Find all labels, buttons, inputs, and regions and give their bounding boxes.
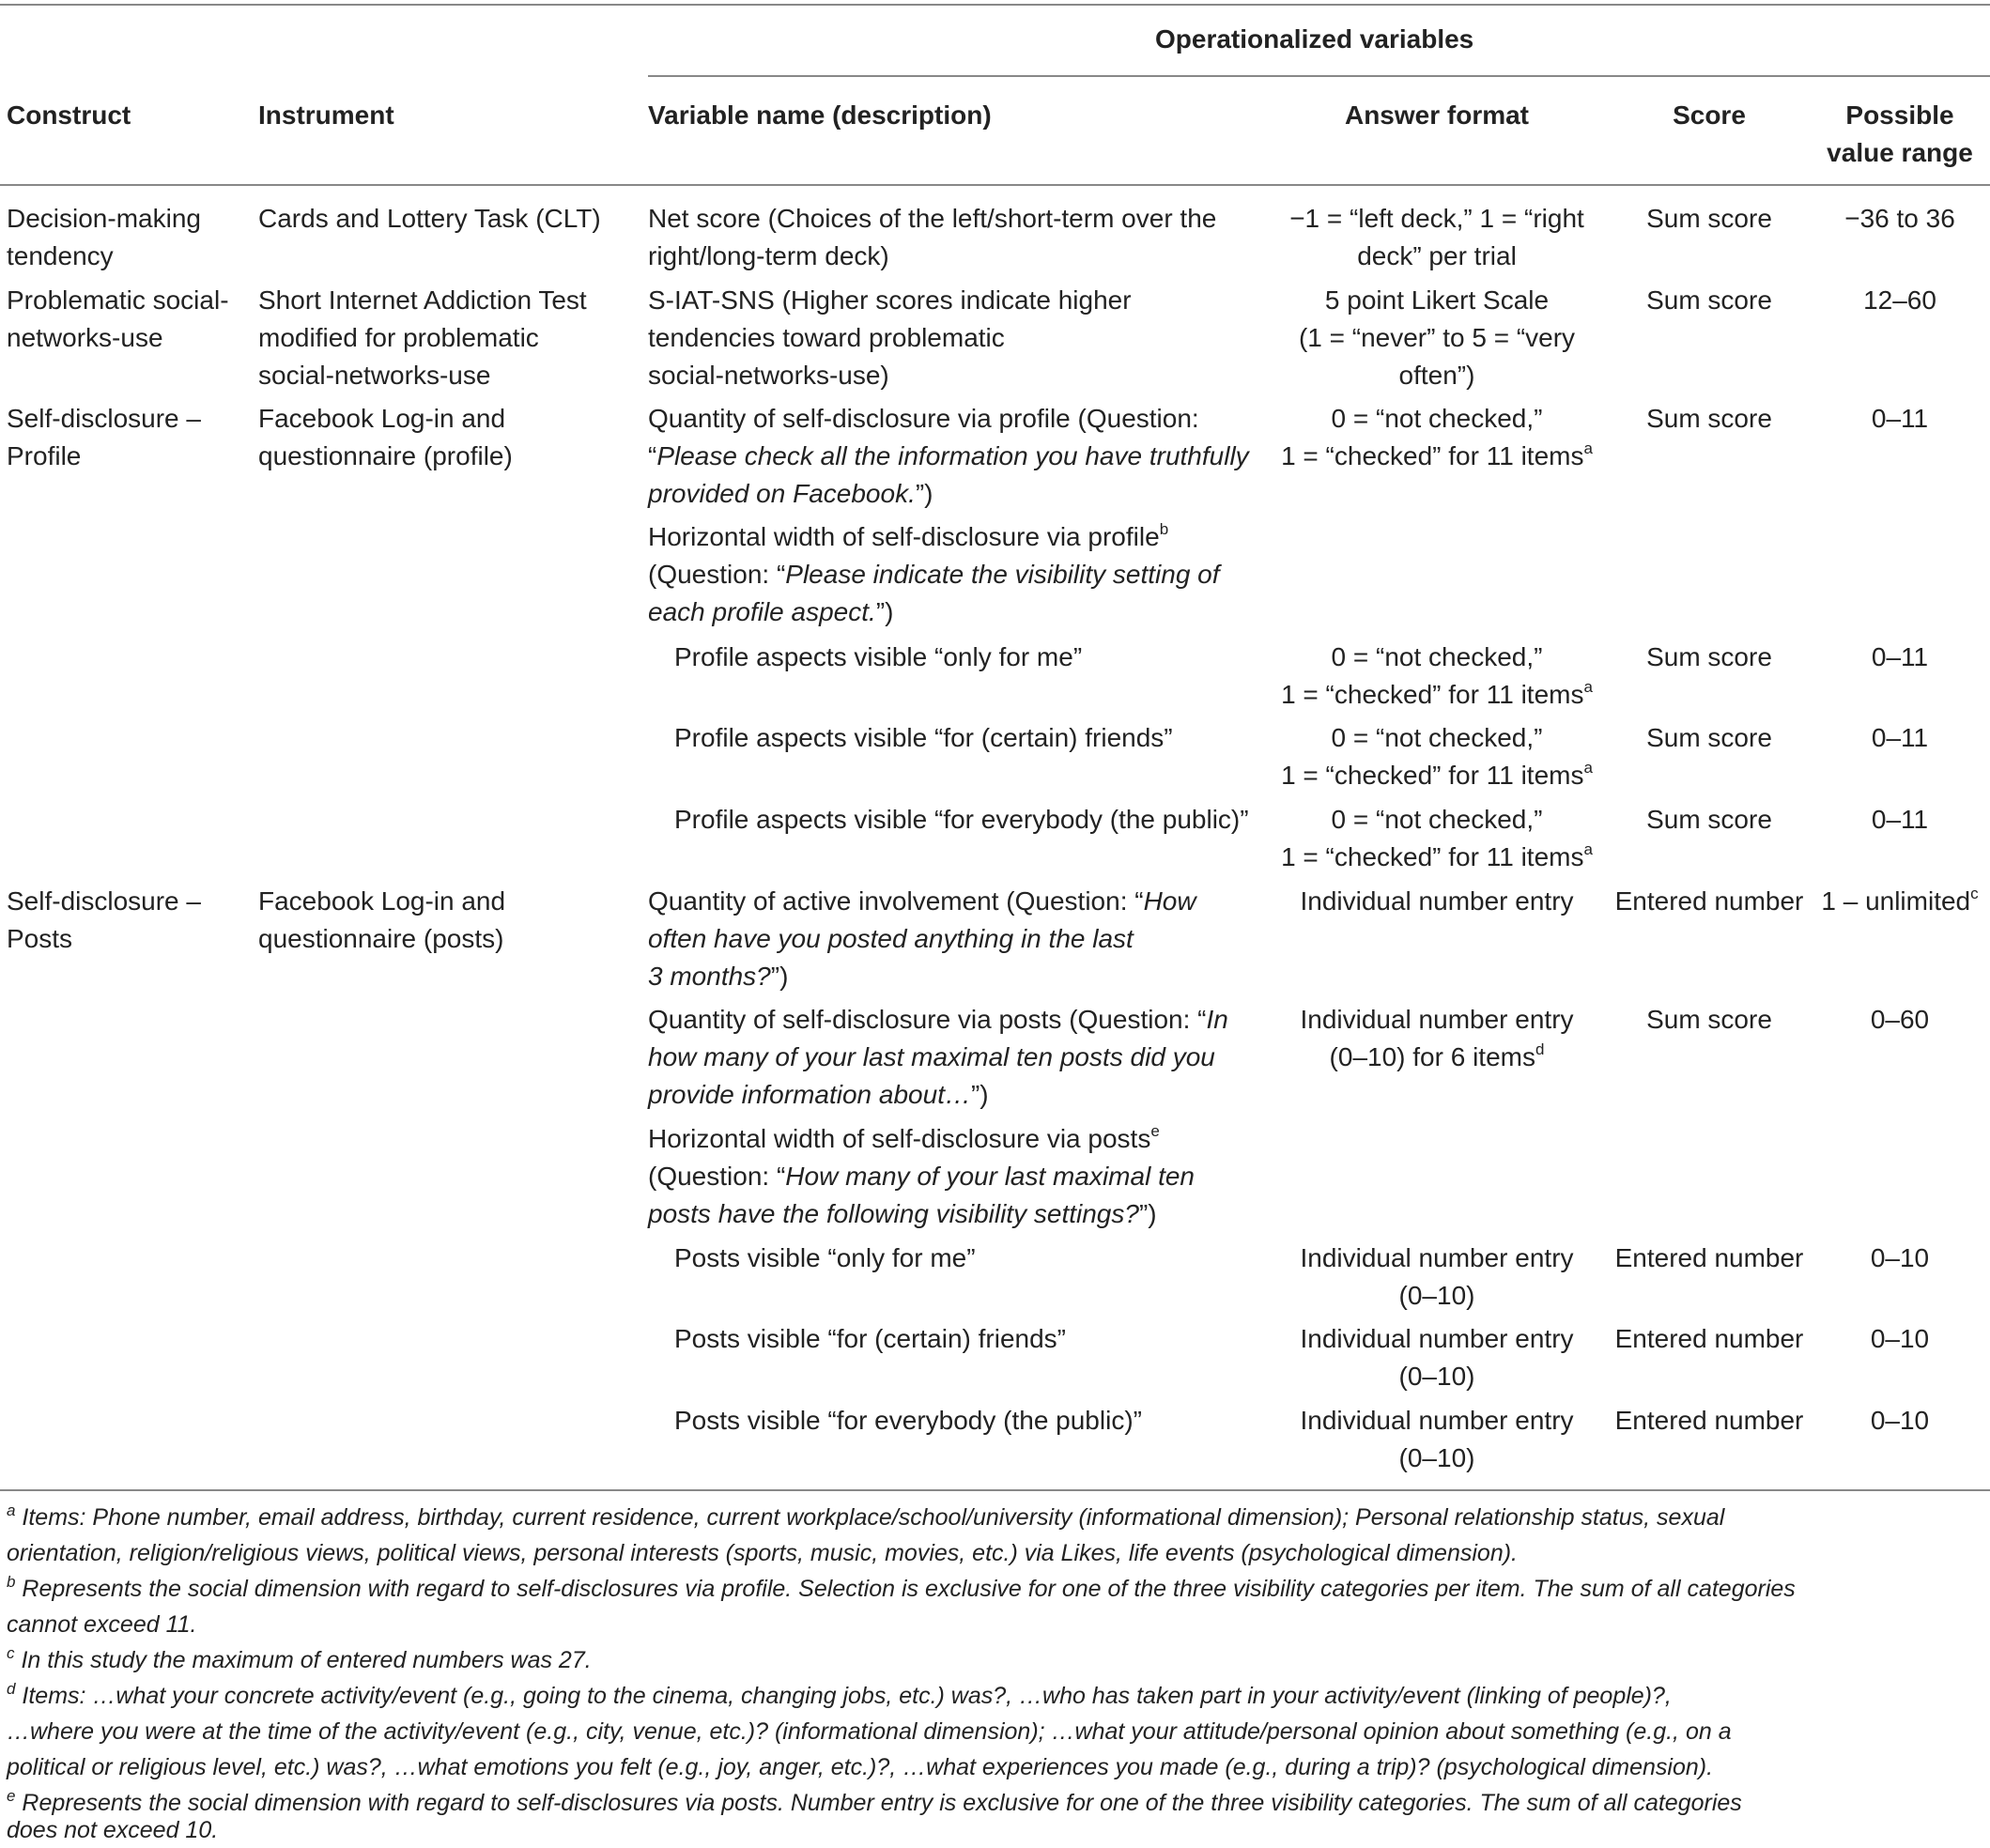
row7-score: Sum score xyxy=(1646,805,1772,834)
row5-score: Sum score xyxy=(1646,642,1772,671)
row8-range: 1 – unlimited$^c$ xyxy=(1821,885,1979,916)
row11-score: Entered number xyxy=(1614,1243,1804,1272)
row3-variable: provided on Facebook.”) xyxy=(648,479,933,508)
row2-instrument: modified for problematic xyxy=(258,323,539,352)
header-construct: Construct xyxy=(7,100,131,130)
row8-answer: Individual number entry xyxy=(1300,886,1574,916)
row13-range: 0–10 xyxy=(1870,1406,1930,1435)
row2-variable: social-networks-use) xyxy=(648,361,889,390)
row7-answer: 1 = “checked” for 11 items$^a$ xyxy=(1281,840,1593,871)
row2-score: Sum score xyxy=(1646,285,1772,315)
row8-score: Entered number xyxy=(1614,886,1804,916)
row3-construct: Self-disclosure – xyxy=(7,404,201,433)
row4-variable: (Question: “Please indicate the visibility setting of xyxy=(648,560,1220,589)
row2-range: 12–60 xyxy=(1863,285,1936,315)
row5-answer: 1 = “checked” for 11 items$^a$ xyxy=(1281,678,1593,709)
row7-range: 0–11 xyxy=(1871,805,1929,834)
row8-instrument: questionnaire (posts) xyxy=(258,924,504,953)
row12-range: 0–10 xyxy=(1870,1324,1930,1353)
row10-variable: (Question: “How many of your last maximal ten xyxy=(648,1162,1195,1191)
row6-score: Sum score xyxy=(1646,723,1772,752)
row13-answer: Individual number entry xyxy=(1300,1406,1574,1435)
row2-answer: often”) xyxy=(1398,361,1475,390)
row1-variable: right/long-term deck) xyxy=(648,241,889,270)
row5-answer: 0 = “not checked,” xyxy=(1331,642,1543,671)
row2-instrument: social-networks-use xyxy=(258,361,491,390)
row9-variable: how many of your last maximal ten posts did you xyxy=(648,1042,1215,1071)
row3-score: Sum score xyxy=(1646,404,1772,433)
footnote-e: $^e$ Represents the social dimension with regard to self-disclosures via posts. Number entry is exclusive for one of the three visibility categories. The sum of all categories xyxy=(7,1787,1742,1816)
row9-range: 0–60 xyxy=(1870,1005,1930,1034)
row13-answer: (0–10) xyxy=(1398,1443,1475,1472)
footnote-a: orientation, religion/religious views, political views, personal interests (sports, music, movies, etc.) via Likes, life events (psychological dimension). xyxy=(7,1540,1518,1566)
row6-range: 0–11 xyxy=(1871,723,1929,752)
row8-variable: often have you posted anything in the last xyxy=(648,924,1134,953)
row8-instrument: Facebook Log-in and xyxy=(258,886,506,916)
row8-construct: Posts xyxy=(7,924,73,953)
row6-answer: 1 = “checked” for 11 items$^a$ xyxy=(1281,759,1593,790)
row7-variable: Profile aspects visible “for everybody (the public)” xyxy=(674,805,1249,834)
row1-answer: deck” per trial xyxy=(1357,241,1517,270)
row10-variable: Horizontal width of self-disclosure via posts$^e$ xyxy=(648,1122,1160,1153)
row3-answer: 0 = “not checked,” xyxy=(1331,404,1543,433)
row6-answer: 0 = “not checked,” xyxy=(1331,723,1543,752)
header-answer-format: Answer format xyxy=(1344,100,1530,130)
row12-answer: Individual number entry xyxy=(1300,1324,1574,1353)
row3-instrument: questionnaire (profile) xyxy=(258,441,513,470)
row12-score: Entered number xyxy=(1614,1324,1804,1353)
row4-variable: Horizontal width of self-disclosure via profile$^b$ xyxy=(648,520,1169,551)
row2-answer: 5 point Likert Scale xyxy=(1324,285,1550,315)
row1-construct: tendency xyxy=(7,241,114,270)
row1-variable: Net score (Choices of the left/short-term over the xyxy=(648,204,1217,233)
row9-answer: Individual number entry xyxy=(1300,1005,1574,1034)
row13-variable: Posts visible “for everybody (the public)” xyxy=(674,1406,1142,1435)
row10-variable: posts have the following visibility settings?”) xyxy=(648,1199,1157,1228)
header-range-line-2: value range xyxy=(1827,138,1973,167)
row13-score: Entered number xyxy=(1614,1406,1804,1435)
footnote-b: cannot exceed 11. xyxy=(7,1611,197,1638)
row8-variable: Quantity of active involvement (Question: “How xyxy=(648,886,1196,916)
row6-variable: Profile aspects visible “for (certain) friends” xyxy=(674,723,1173,752)
row11-answer: (0–10) xyxy=(1398,1281,1475,1310)
row5-range: 0–11 xyxy=(1871,642,1929,671)
row4-variable: each profile aspect.”) xyxy=(648,597,894,626)
row3-variable: “Please check all the information you have truthfully xyxy=(648,441,1249,470)
header-bottom-rule xyxy=(0,184,1990,186)
row12-answer: (0–10) xyxy=(1398,1362,1475,1391)
row2-construct: Problematic social- xyxy=(7,285,229,315)
bottom-rule xyxy=(0,1489,1990,1491)
footnote-c: $^c$ In this study the maximum of entered numbers was 27. xyxy=(7,1644,592,1673)
row3-construct: Profile xyxy=(7,441,82,470)
row1-instrument: Cards and Lottery Task (CLT) xyxy=(258,204,601,233)
footnote-d: …where you were at the time of the activity/event (e.g., city, venue, etc.)? (informational dimension); …what your attitude/personal opinion about something (e.g., on a xyxy=(7,1718,1732,1745)
footnote-b: $^b$ Represents the social dimension with regard to self-disclosures via profile. Selection is exclusive for one of the three visibility categories per item. The sum of all categories xyxy=(7,1573,1796,1602)
top-rule xyxy=(0,4,1990,6)
row1-range: −36 to 36 xyxy=(1844,204,1955,233)
row12-variable: Posts visible “for (certain) friends” xyxy=(674,1324,1067,1353)
row2-instrument: Short Internet Addiction Test xyxy=(258,285,587,315)
row1-answer: −1 = “left deck,” 1 = “right xyxy=(1289,204,1584,233)
footnote-a: $^a$ Items: Phone number, email address, birthday, current residence, current workplace/school/university (informational dimension); Personal relationship status, sexual xyxy=(7,1502,1725,1531)
header-range-line-1: Possible xyxy=(1845,100,1954,130)
footnote-e: does not exceed 10. xyxy=(7,1817,219,1843)
row8-variable: 3 months?”) xyxy=(648,962,789,991)
row2-variable: tendencies toward problematic xyxy=(648,323,1005,352)
row9-variable: provide information about…”) xyxy=(648,1080,989,1109)
row7-answer: 0 = “not checked,” xyxy=(1331,805,1543,834)
header-instrument: Instrument xyxy=(258,100,394,130)
row8-construct: Self-disclosure – xyxy=(7,886,201,916)
footnote-d: political or religious level, etc.) was?, …what emotions you felt (e.g., joy, anger, etc.)?, …what experiences you made (e.g., during a trip)? (psychological dimension). xyxy=(7,1754,1714,1780)
footnote-d: $^d$ Items: …what your concrete activity/event (e.g., going to the cinema, changing jobs, etc.) was?, …who has taken part in your activity/event (linking of people)?, xyxy=(7,1680,1672,1709)
row9-score: Sum score xyxy=(1646,1005,1772,1034)
row11-range: 0–10 xyxy=(1870,1243,1930,1272)
row3-answer: 1 = “checked” for 11 items$^a$ xyxy=(1281,439,1593,470)
row1-construct: Decision-making xyxy=(7,204,201,233)
row11-variable: Posts visible “only for me” xyxy=(674,1243,976,1272)
row9-variable: Quantity of self-disclosure via posts (Question: “In xyxy=(648,1005,1228,1034)
row11-answer: Individual number entry xyxy=(1300,1243,1574,1272)
header-variable: Variable name (description) xyxy=(648,100,992,130)
row3-variable: Quantity of self-disclosure via profile (Question: xyxy=(648,404,1199,433)
row3-instrument: Facebook Log-in and xyxy=(258,404,506,433)
header-group-label: Operationalized variables xyxy=(1155,24,1474,54)
row5-variable: Profile aspects visible “only for me” xyxy=(674,642,1083,671)
row2-variable: S-IAT-SNS (Higher scores indicate higher xyxy=(648,285,1132,315)
row2-answer: (1 = “never” to 5 = “very xyxy=(1298,323,1576,352)
header-score: Score xyxy=(1673,100,1746,130)
row3-range: 0–11 xyxy=(1871,404,1929,433)
row1-score: Sum score xyxy=(1646,204,1772,233)
row2-construct: networks-use xyxy=(7,323,163,352)
row9-answer: (0–10) for 6 items$^d$ xyxy=(1329,1040,1545,1071)
header-group-rule xyxy=(648,75,1990,77)
